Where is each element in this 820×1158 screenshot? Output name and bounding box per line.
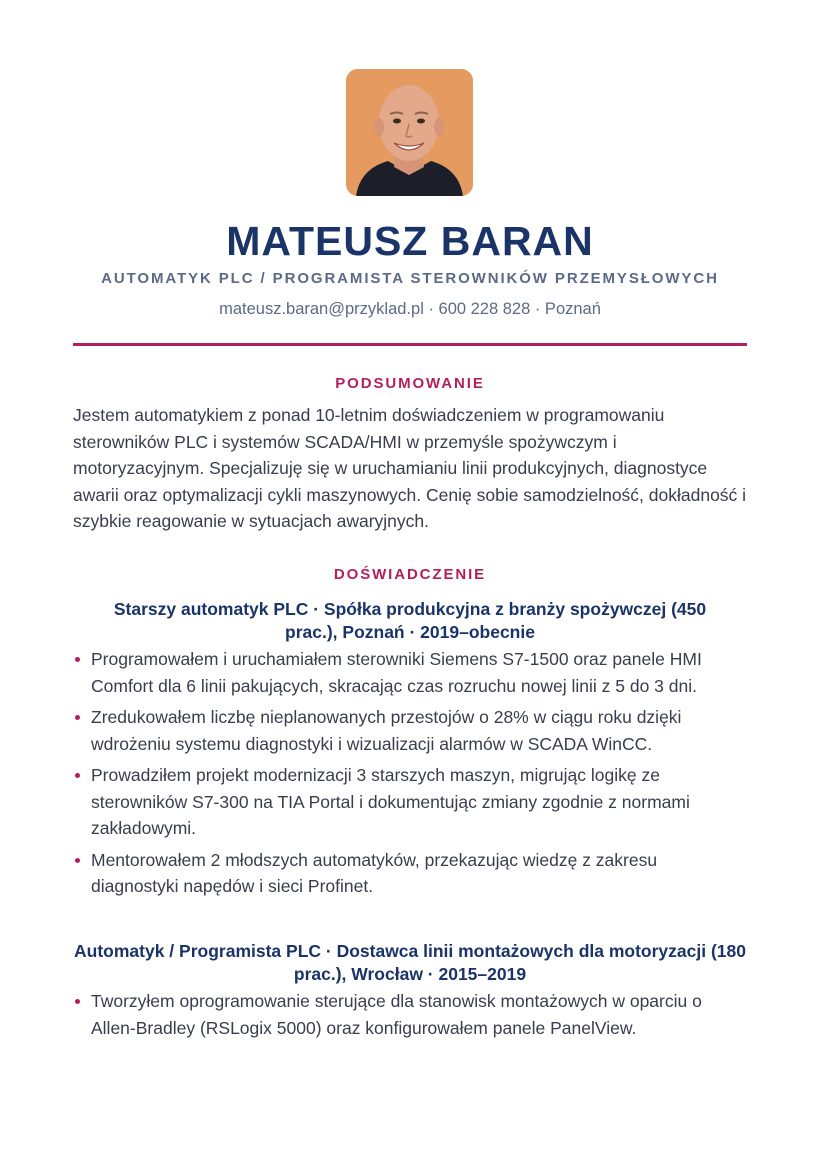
candidate-name: MATEUSZ BARAN [226, 218, 594, 264]
bullet-text: Zredukowałem liczbę nieplanowanych przestojów o 28% w ciągu roku dzięki wdrożeniu systemu diagnostyki i wizualizacji alarmów w SCADA WinCC. [91, 707, 682, 754]
job-bullets [73, 988, 747, 1046]
job-heading: Starszy automatyk PLC · Spółka produkcyjna z branży spożywczej (450 prac.), Poznań · 2019–obecnie [113, 599, 707, 642]
summary-text: Jestem automatykiem z ponad 10-letnim doświadczeniem w programowaniu sterowników PLC i systemów SCADA/HMI w przemyśle spożywczym i motoryzacyjnym. Specjalizuję się w uruchamianiu linii produkcyjnych, diagnostyce awarii oraz optymalizacji cykli maszynowych. Cenię sobie samodzielność, dokładność i szybkie reagowanie w sytuacjach awaryjnych. [73, 405, 747, 531]
bullet-dot-icon [75, 715, 80, 720]
bullet-text: Tworzyłem oprogramowanie sterujące dla stanowisk montażowych w oparciu o Allen-Bradley (RSLogix 5000) oraz konfigurowałem panele PanelView. [91, 991, 702, 1038]
list-item [73, 704, 747, 757]
bullet-dot-icon [75, 773, 80, 778]
bullet-text: Prowadziłem projekt modernizacji 3 starszych maszyn, migrując logikę ze sterowników S7-300 na TIA Portal i dokumentując zmiany zgodnie z normami zakładowymi. [91, 765, 690, 838]
candidate-role: AUTOMATYK PLC / PROGRAMISTA STEROWNIKÓW PRZEMYSŁOWYCH [101, 270, 719, 287]
bullet-dot-icon [75, 657, 80, 662]
bullet-dot-icon [75, 999, 80, 1004]
list-item [73, 847, 747, 900]
bullet-dot-icon [75, 858, 80, 863]
portrait-photo-icon [346, 69, 473, 196]
profile-photo [346, 69, 473, 196]
bullet-text: Programowałem i uruchamiałem sterowniki Siemens S7-1500 oraz panele HMI Comfort dla 6 linii pakujących, skracając czas rozruchu nowej linii z 5 do 3 dni. [91, 649, 702, 696]
list-item [73, 762, 747, 842]
job-heading: Automatyk / Programista PLC · Dostawca linii montażowych dla motoryzacji (180 prac.), Wrocław · 2015–2019 [74, 941, 746, 984]
experience-section-title: DOŚWIADCZENIE [333, 566, 487, 583]
summary-section-title: PODSUMOWANIE [335, 375, 485, 392]
list-item [73, 988, 747, 1041]
job-bullets [73, 646, 747, 905]
header-divider [73, 343, 747, 346]
list-item [73, 646, 747, 699]
bullet-text: Mentorowałem 2 młodszych automatyków, przekazując wiedzę z zakresu diagnostyki napędów i sieci Profinet. [91, 849, 658, 896]
contact-line: mateusz.baran@przyklad.pl · 600 228 828 · Poznań [219, 300, 601, 318]
